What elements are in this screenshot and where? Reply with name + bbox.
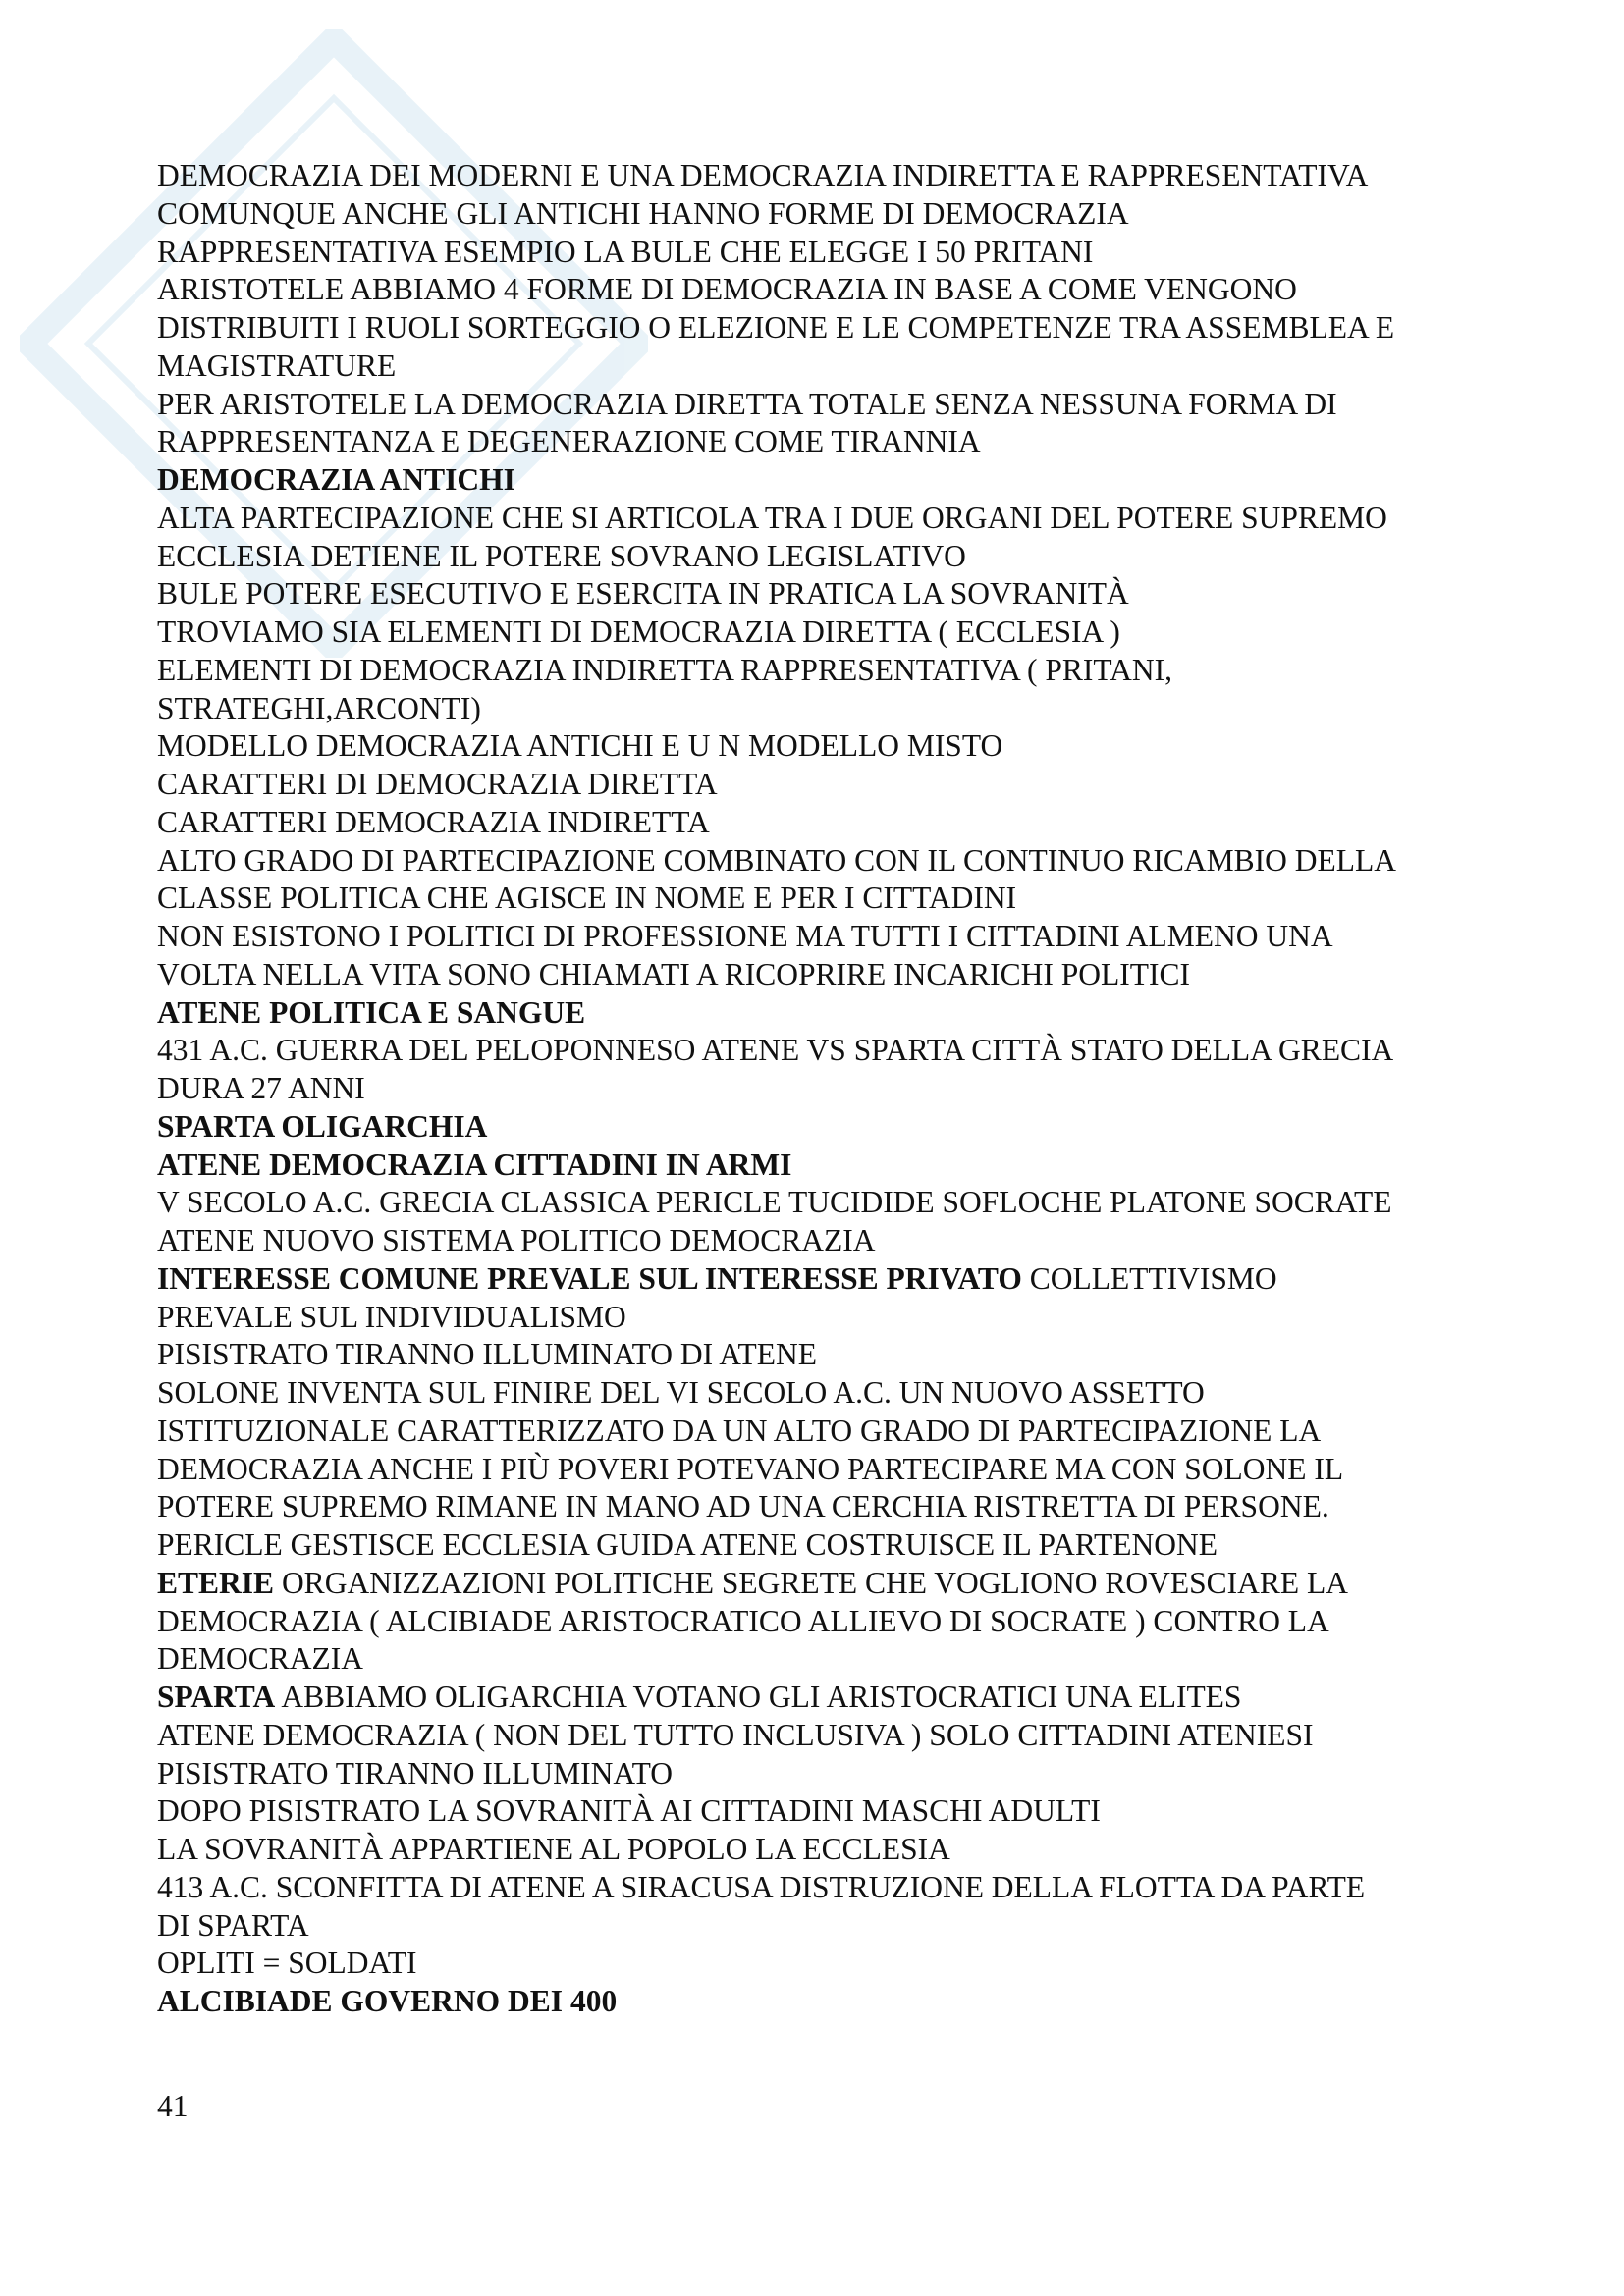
- text-line: [157, 1336, 1492, 1374]
- text-line: [157, 1526, 1492, 1565]
- text-line: [157, 423, 1492, 461]
- text-line: [157, 309, 1492, 347]
- text-line: [157, 1374, 1492, 1413]
- text-line: [157, 1755, 1492, 1793]
- text-line: [157, 1945, 1492, 1983]
- text-line: [157, 386, 1492, 424]
- text-line: [157, 880, 1492, 918]
- body-text: ALTO GRADO DI PARTECIPAZIONE COMBINATO CON IL CONTINUO RICAMBIO DELLA: [157, 842, 1396, 878]
- text-line: [157, 1831, 1492, 1869]
- body-text: 431 A.C. GUERRA DEL PELOPONNESO ATENE VS SPARTA CITTÀ STATO DELLA GRECIA: [157, 1033, 1394, 1068]
- text-line: [157, 1070, 1492, 1108]
- body-text: DISTRIBUITI I RUOLI SORTEGGIO O ELEZIONE E LE COMPETENZE TRA ASSEMBLEA E: [157, 310, 1395, 345]
- body-text: ATENE NUOVO SISTEMA POLITICO DEMOCRAZIA: [157, 1223, 876, 1257]
- body-text: RAPPRESENTATIVA ESEMPIO LA BULE CHE ELEGGE I 50 PRITANI: [157, 234, 1094, 269]
- text-line: [157, 1565, 1492, 1603]
- page-number: 41: [157, 2089, 189, 2123]
- text-line: [157, 727, 1492, 766]
- text-line: [157, 652, 1492, 690]
- body-text: ORGANIZZAZIONI POLITICHE SEGRETE CHE VOGLIONO ROVESCIARE LA: [274, 1565, 1349, 1600]
- body-text: DEMOCRAZIA ( ALCIBIADE ARISTOCRATICO ALLIEVO DI SOCRATE ) CONTRO LA: [157, 1603, 1329, 1638]
- body-text: STRATEGHI,ARCONTI): [157, 690, 481, 725]
- text-line: [157, 234, 1492, 272]
- body-text: VOLTA NELLA VITA SONO CHIAMATI A RICOPRIRE INCARICHI POLITICI: [157, 956, 1190, 991]
- bold-text: INTERESSE COMUNE PREVALE SUL INTERESSE PRIVATO: [157, 1260, 1022, 1296]
- text-line: [157, 1451, 1492, 1489]
- bold-text: ATENE DEMOCRAZIA CITTADINI IN ARMI: [157, 1147, 792, 1182]
- bold-text: ATENE POLITICA E SANGUE: [157, 994, 586, 1030]
- text-line: [157, 1640, 1492, 1679]
- bold-text: DEMOCRAZIA ANTICHI: [157, 462, 515, 497]
- text-line: [157, 1147, 1492, 1185]
- body-text: ABBIAMO OLIGARCHIA VOTANO GLI ARISTOCRATICI UNA ELITES: [275, 1680, 1242, 1714]
- body-text: ALTA PARTECIPAZIONE CHE SI ARTICOLA TRA I DUE ORGANI DEL POTERE SUPREMO: [157, 500, 1387, 535]
- body-text: PREVALE SUL INDIVIDUALISMO: [157, 1299, 626, 1334]
- text-line: [157, 1679, 1492, 1717]
- bold-text: ALCIBIADE GOVERNO DEI 400: [157, 1984, 618, 2018]
- body-text: ISTITUZIONALE CARATTERIZZATO DA UN ALTO GRADO DI PARTECIPAZIONE LA: [157, 1413, 1322, 1448]
- text-line: [157, 994, 1492, 1033]
- text-line: [157, 538, 1492, 576]
- body-text: DEMOCRAZIA: [157, 1641, 363, 1677]
- body-text: ARISTOTELE ABBIAMO 4 FORME DI DEMOCRAZIA IN BASE A COME VENGONO: [157, 272, 1297, 307]
- text-line: [157, 575, 1492, 614]
- body-text: COMUNQUE ANCHE GLI ANTICHI HANNO FORME DI DEMOCRAZIA: [157, 195, 1129, 231]
- bold-text: SPARTA OLIGARCHIA: [157, 1108, 488, 1144]
- text-line: [157, 347, 1492, 386]
- body-text: ELEMENTI DI DEMOCRAZIA INDIRETTA RAPPRESENTATIVA ( PRITANI,: [157, 652, 1172, 687]
- text-line: [157, 157, 1492, 195]
- text-line: [157, 1299, 1492, 1337]
- text-line: [157, 1869, 1492, 1907]
- text-line: [157, 195, 1492, 234]
- body-text: DURA 27 ANNI: [157, 1071, 365, 1105]
- text-line: [157, 804, 1492, 842]
- body-text: TROVIAMO SIA ELEMENTI DI DEMOCRAZIA DIRETTA ( ECCLESIA ): [157, 614, 1120, 649]
- text-line: [157, 918, 1492, 956]
- document-body: [157, 157, 1492, 2021]
- text-line: [157, 1603, 1492, 1641]
- text-line: [157, 956, 1492, 994]
- text-line: [157, 1260, 1492, 1299]
- text-line: [157, 766, 1492, 804]
- body-text: DEMOCRAZIA ANCHE I PIÙ POVERI POTEVANO PARTECIPARE MA CON SOLONE IL: [157, 1451, 1344, 1486]
- body-text: NON ESISTONO I POLITICI DI PROFESSIONE MA TUTTI I CITTADINI ALMENO UNA: [157, 919, 1333, 953]
- body-text: ECCLESIA DETIENE IL POTERE SOVRANO LEGISLATIVO: [157, 538, 966, 573]
- text-line: [157, 842, 1492, 881]
- bold-text: SPARTA: [157, 1680, 276, 1714]
- text-line: [157, 690, 1492, 728]
- body-text: DOPO PISISTRATO LA SOVRANITÀ AI CITTADINI MASCHI ADULTI: [157, 1793, 1101, 1829]
- text-line: [157, 500, 1492, 538]
- body-text: PISISTRATO TIRANNO ILLUMINATO DI ATENE: [157, 1337, 818, 1372]
- body-text: CARATTERI DI DEMOCRAZIA DIRETTA: [157, 767, 718, 801]
- body-text: PER ARISTOTELE LA DEMOCRAZIA DIRETTA TOTALE SENZA NESSUNA FORMA DI: [157, 386, 1337, 421]
- body-text: PISISTRATO TIRANNO ILLUMINATO: [157, 1755, 674, 1790]
- body-text: COLLETTIVISMO: [1021, 1260, 1277, 1296]
- body-text: OPLITI = SOLDATI: [157, 1946, 417, 1981]
- body-text: 413 A.C. SCONFITTA DI ATENE A SIRACUSA DISTRUZIONE DELLA FLOTTA DA PARTE: [157, 1869, 1366, 1904]
- body-text: MODELLO DEMOCRAZIA ANTICHI E U N MODELLO MISTO: [157, 728, 1003, 764]
- text-line: [157, 1108, 1492, 1147]
- body-text: DEMOCRAZIA DEI MODERNI E UNA DEMOCRAZIA INDIRETTA E RAPPRESENTATIVA: [157, 158, 1369, 192]
- text-line: [157, 614, 1492, 652]
- body-text: CLASSE POLITICA CHE AGISCE IN NOME E PER I CITTADINI: [157, 881, 1017, 916]
- text-line: [157, 1413, 1492, 1451]
- text-line: [157, 1222, 1492, 1260]
- text-line: [157, 271, 1492, 309]
- body-text: ATENE DEMOCRAZIA ( NON DEL TUTTO INCLUSIVA ) SOLO CITTADINI ATENIESI: [157, 1717, 1314, 1752]
- text-line: [157, 1717, 1492, 1755]
- body-text: LA SOVRANITÀ APPARTIENE AL POPOLO LA ECCLESIA: [157, 1832, 950, 1866]
- body-text: V SECOLO A.C. GRECIA CLASSICA PERICLE TUCIDIDE SOFLOCHE PLATONE SOCRATE: [157, 1185, 1392, 1220]
- text-line: [157, 1983, 1492, 2021]
- bold-text: ETERIE: [157, 1565, 275, 1600]
- text-line: [157, 1488, 1492, 1526]
- body-text: MAGISTRATURE: [157, 347, 397, 383]
- body-text: BULE POTERE ESECUTIVO E ESERCITA IN PRATICA LA SOVRANITÀ: [157, 576, 1129, 612]
- text-line: [157, 1907, 1492, 1946]
- text-line: [157, 1792, 1492, 1831]
- text-line: [157, 1184, 1492, 1222]
- text-line: [157, 1032, 1492, 1070]
- body-text: CARATTERI DEMOCRAZIA INDIRETTA: [157, 804, 710, 839]
- body-text: POTERE SUPREMO RIMANE IN MANO AD UNA CERCHIA RISTRETTA DI PERSONE.: [157, 1489, 1329, 1524]
- text-line: [157, 461, 1492, 500]
- body-text: DI SPARTA: [157, 1907, 309, 1943]
- body-text: RAPPRESENTANZA E DEGENERAZIONE COME TIRANNIA: [157, 424, 981, 459]
- body-text: PERICLE GESTISCE ECCLESIA GUIDA ATENE COSTRUISCE IL PARTENONE: [157, 1527, 1218, 1562]
- body-text: SOLONE INVENTA SUL FINIRE DEL VI SECOLO A.C. UN NUOVO ASSETTO: [157, 1375, 1205, 1410]
